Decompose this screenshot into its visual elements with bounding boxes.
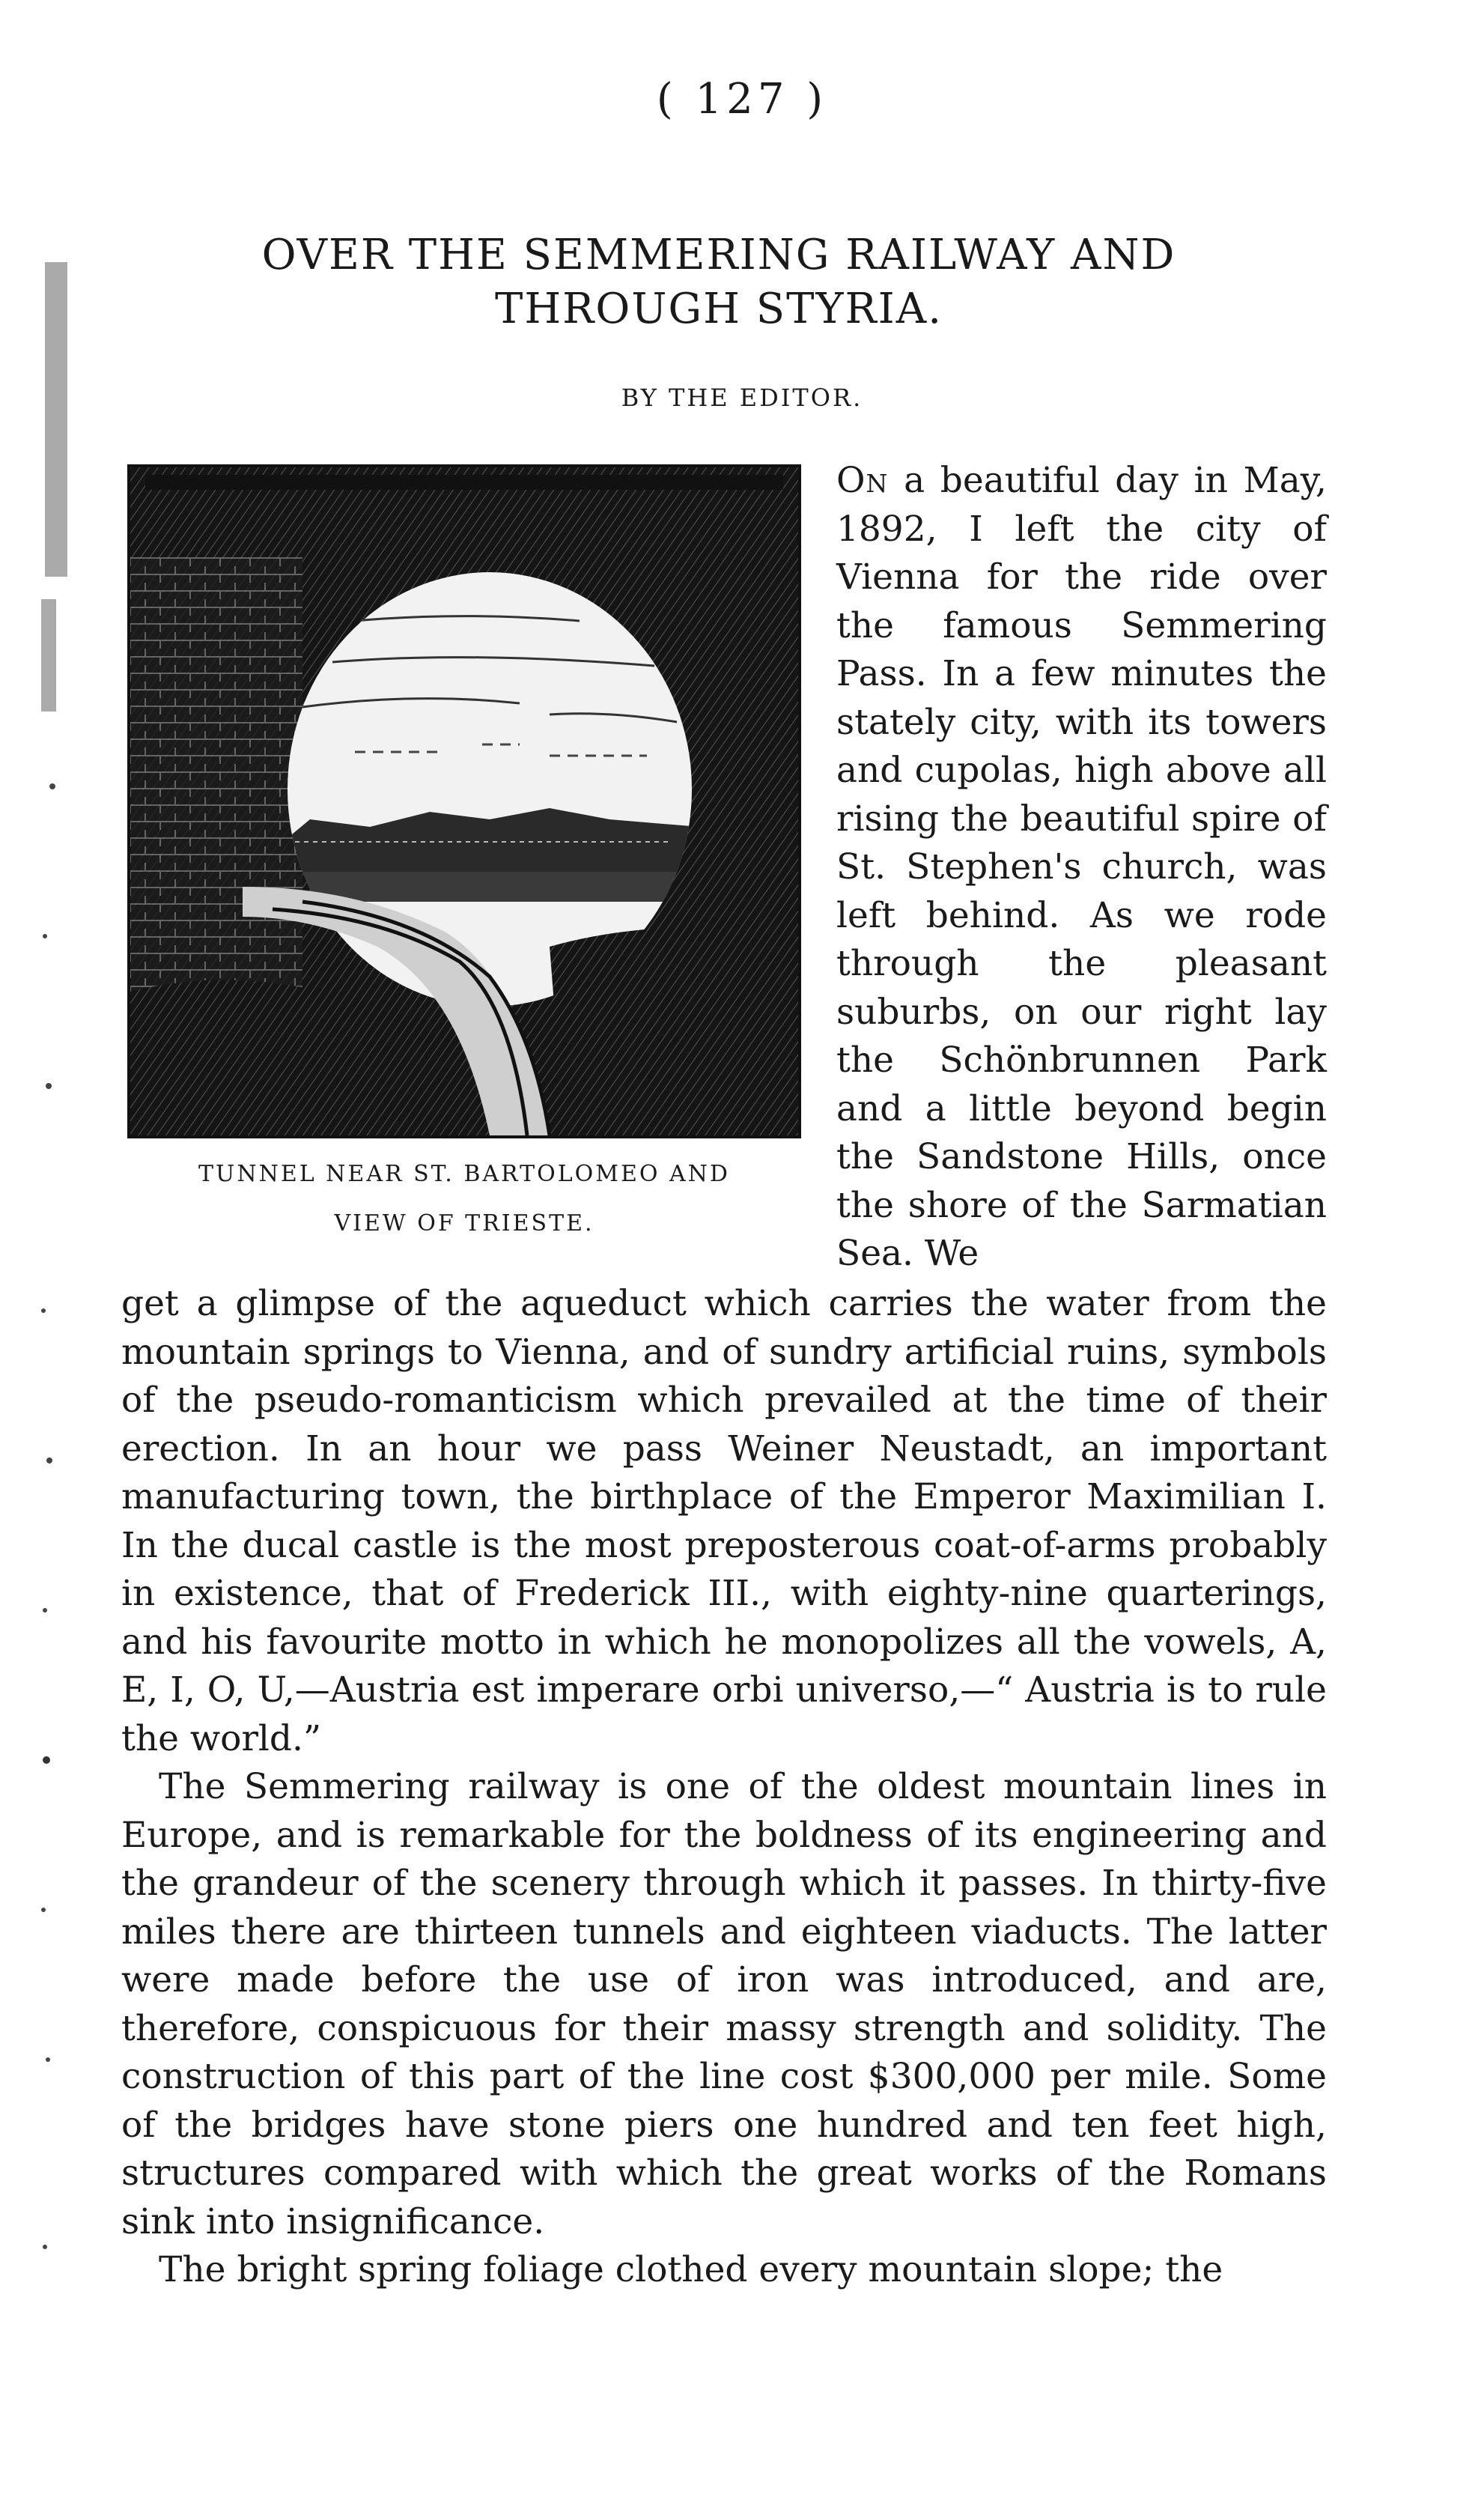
paragraph-3: The bright spring foliage clothed every mountain slope; the [159,2249,1223,2290]
paragraph-1-continuation: get a glimpse of the aqueduct which carries the water from the mountain springs to Vienna, and of sundry artificial ruins, symbols of the pseudo-romanticism which prevailed at the time of their erection. In an hour we pass Weiner Neustadt, an important manufacturing town, the birthplace of the Emperor Maximilian I. In the ducal castle is the most preposterous coat-of-arms probably in existence, that of Frederick III., with eighty-nine quarterings, and his favourite motto in which he monopolizes all the vowels, A, E, I, O, U,—Austria est imperare orbi universo,—“ Austria is to rule the world.” [121,1283,1327,1759]
margin-scan-artifacts [0,187,75,2434]
figure-caption [127,1150,801,1249]
opening-paragraph-text: a beautiful day in May, 1892, I left the city of Vienna for the ride over the famous Semmering Pass. In a few minutes the stately city, with its towers and cupolas, high above all rising the beautiful spire of St. Stephen's church, was left behind. As we rode through the pleasant suburbs, on our right lay the Schönbrunnen Park and a little beyond begin the Sandstone Hills, once the shore of the Sarmatian Sea. We [836,460,1327,1274]
tunnel-engraving [127,464,801,1138]
title-line-1: OVER THE SEMMERING RAILWAY AND [261,231,1176,279]
opening-paragraph [836,457,1327,1278]
column-text [836,457,1327,1278]
title-line-2: THROUGH STYRIA. [494,285,943,333]
article-title [195,228,1243,336]
body-text [121,1280,1327,2295]
page-number: ( 127 ) [656,75,828,124]
byline: BY THE EDITOR. [621,383,863,412]
paragraph-2: The Semmering railway is one of the oldest mountain lines in Europe, and is remarkable for the boldness of its engineering and the grandeur of the scenery through which it passes. In thirty-five miles there are thirteen tunnels and eighteen viaducts. The latter were made before the use of iron was introduced, and are, therefore, conspicuous for their massy strength and solidity. The construction of this part of the line cost $300,000 per mile. Some of the bridges have stone piers one hundred and ten feet high, structures compared with which the great works of the Romans sink into insignificance. [121,1766,1327,2242]
caption-line-2: VIEW OF TRIESTE. [334,1210,594,1237]
tunnel-illustration [130,467,798,1135]
caption-line-1: TUNNEL NEAR ST. BARTOLOMEO AND [198,1161,730,1187]
drop-cap-lead-in: On [836,460,889,501]
